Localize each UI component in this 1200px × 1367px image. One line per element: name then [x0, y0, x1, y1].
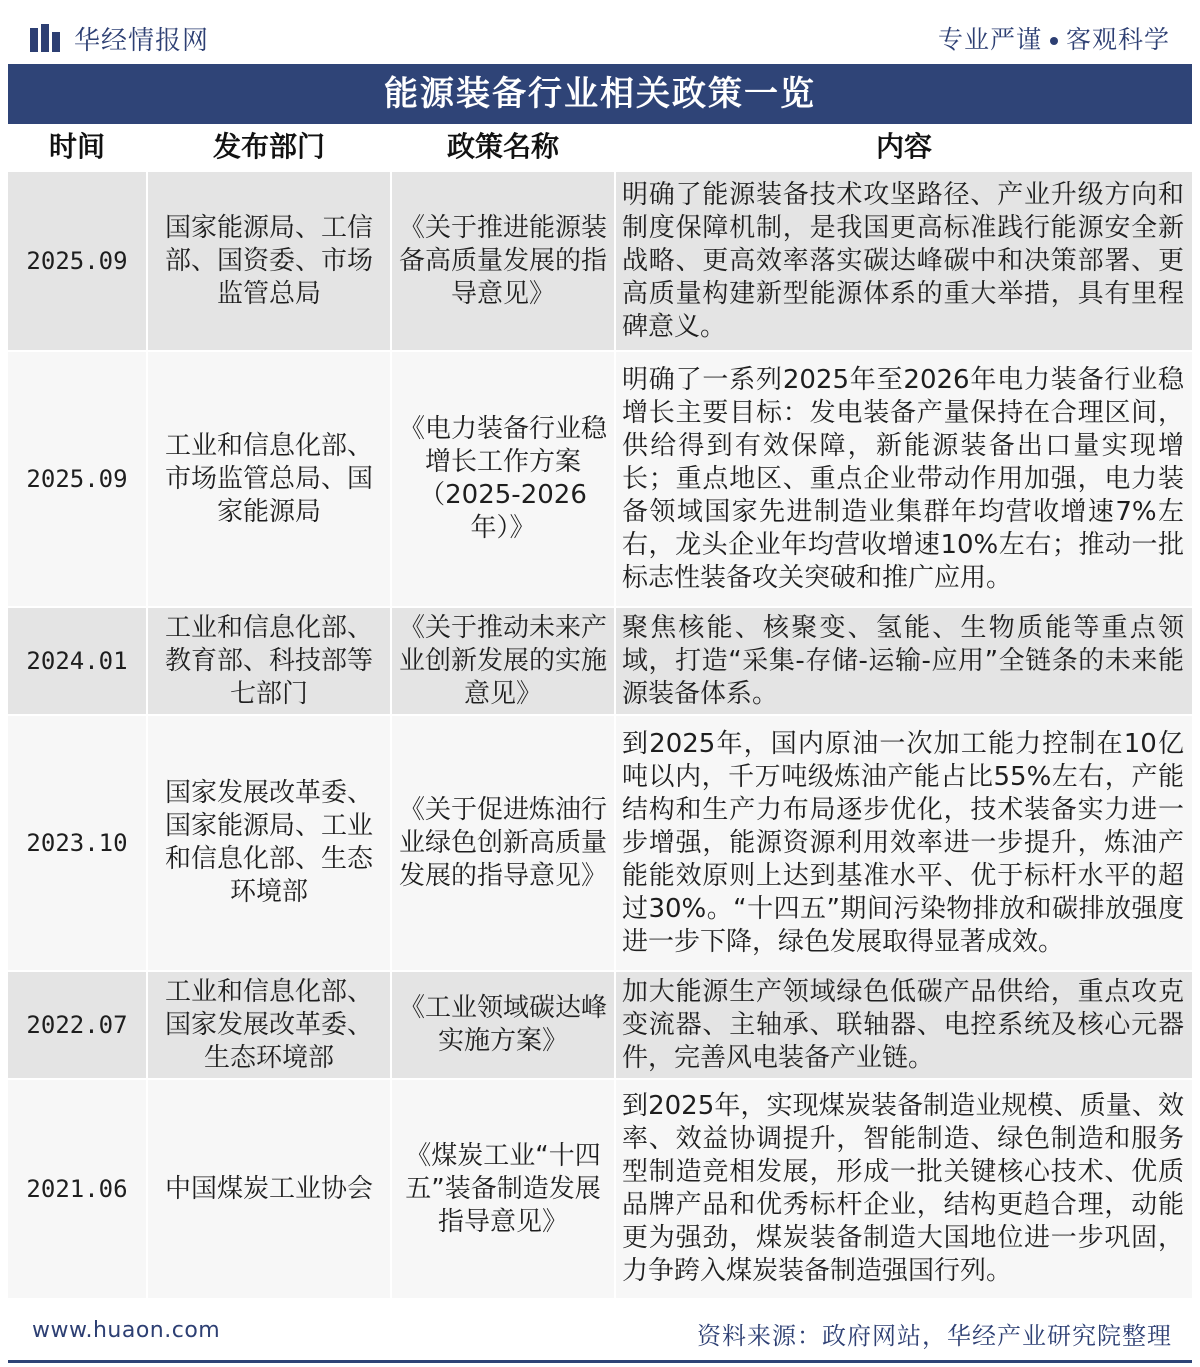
row-content: 明确了能源装备技术攻坚路径、产业升级方向和制度保障机制，是我国更高标准践行能源安全新战略、更高效率落实碳达峰碳中和决策部署、更高质量构建新型能源体系的重大举措，具有里程碑意义。: [616, 172, 1192, 350]
row-policy: 《煤炭工业“十四五”装备制造发展指导意见》: [392, 1080, 614, 1298]
row-policy: 《工业领域碳达峰实施方案》: [392, 972, 614, 1078]
row-content: 明确了一系列2025年至2026年电力装备行业稳增长主要目标：发电装备产量保持在合理区间，供给得到有效保障，新能源装备出口量实现增长；重点地区、重点企业带动作用加强，电力装备领域国家先进制造业集群年均营收增速7%左右，龙头企业年均营收增速10%左右；推动一批标志性装备攻关突破和推广应用。: [616, 352, 1192, 606]
row-policy: 《关于推进能源装备高质量发展的指导意见》: [392, 172, 614, 350]
table-row: [8, 608, 1192, 714]
footer: [0, 1302, 1200, 1367]
table-row: [8, 972, 1192, 1078]
row-date: 2025.09: [8, 352, 146, 606]
row-department: 国家能源局、工信部、国资委、市场监管总局: [148, 172, 390, 350]
slogan-left: 专业严谨: [937, 25, 1042, 54]
brand-name: 华经情报网: [74, 26, 210, 56]
bullet-dot-icon: [1050, 37, 1058, 45]
logo-icon: [30, 24, 62, 52]
row-date: 2022.07: [8, 972, 146, 1078]
column-header-policy: 政策名称: [446, 130, 559, 163]
website-link[interactable]: www.huaon.com: [32, 1318, 221, 1343]
row-policy: 《关于促进炼油行业绿色创新高质量发展的指导意见》: [392, 716, 614, 970]
table-header: [8, 124, 1192, 170]
row-content: 聚焦核能、核聚变、氢能、生物质能等重点领域，打造“采集-存储-运输-应用”全链条的未来能源装备体系。: [616, 608, 1192, 714]
row-department: 国家发展改革委、国家能源局、工业和信息化部、生态环境部: [148, 716, 390, 970]
row-policy: 《关于推动未来产业创新发展的实施意见》: [392, 608, 614, 714]
row-content: 加大能源生产领域绿色低碳产品供给，重点攻克变流器、主轴承、联轴器、电控系统及核心元器件，完善风电装备产业链。: [616, 972, 1192, 1078]
column-header-content: 内容: [875, 130, 932, 163]
column-header-time: 时间: [48, 130, 105, 163]
row-department: 中国煤炭工业协会: [148, 1080, 390, 1298]
slogan-right: 客观科学: [1065, 25, 1170, 54]
row-content: 到2025年，国内原油一次加工能力控制在10亿吨以内，千万吨级炼油产能占比55%左右，产能结构和生产力布局逐步优化，技术装备实力进一步增强，能源资源利用效率进一步提升，炼油产能能效原则上达到基准水平、优于标杆水平的超过30%。“十四五”期间污染物排放和碳排放强度进一步下降，绿色发展取得显著成效。: [616, 716, 1192, 970]
table-row: [8, 352, 1192, 606]
table-row: [8, 716, 1192, 970]
row-date: 2023.10: [8, 716, 146, 970]
row-policy: 《电力装备行业稳增长工作方案（2025-2026年）》: [392, 352, 614, 606]
table-row: [8, 1080, 1192, 1298]
slogan: [938, 20, 1170, 56]
top-bar: [0, 0, 1200, 62]
source-note: 资料来源：政府网站，华经产业研究院整理: [697, 1322, 1172, 1350]
table-row: [8, 172, 1192, 350]
row-date: 2024.01: [8, 608, 146, 714]
row-department: 工业和信息化部、国家发展改革委、生态环境部: [148, 972, 390, 1078]
footer-divider: [8, 1360, 1192, 1363]
column-header-department: 发布部门: [212, 130, 325, 163]
row-content: 到2025年，实现煤炭装备制造业规模、质量、效率、效益协调提升，智能制造、绿色制造和服务型制造竞相发展，形成一批关键核心技术、优质品牌产品和优秀标杆企业，结构更趋合理，动能更为强劲，煤炭装备制造大国地位进一步巩固，力争跨入煤炭装备制造强国行列。: [616, 1080, 1192, 1298]
row-date: 2021.06: [8, 1080, 146, 1298]
table-title: 能源装备行业相关政策一览: [8, 64, 1192, 124]
row-date: 2025.09: [8, 172, 146, 350]
row-department: 工业和信息化部、教育部、科技部等七部门: [148, 608, 390, 714]
row-department: 工业和信息化部、市场监管总局、国家能源局: [148, 352, 390, 606]
